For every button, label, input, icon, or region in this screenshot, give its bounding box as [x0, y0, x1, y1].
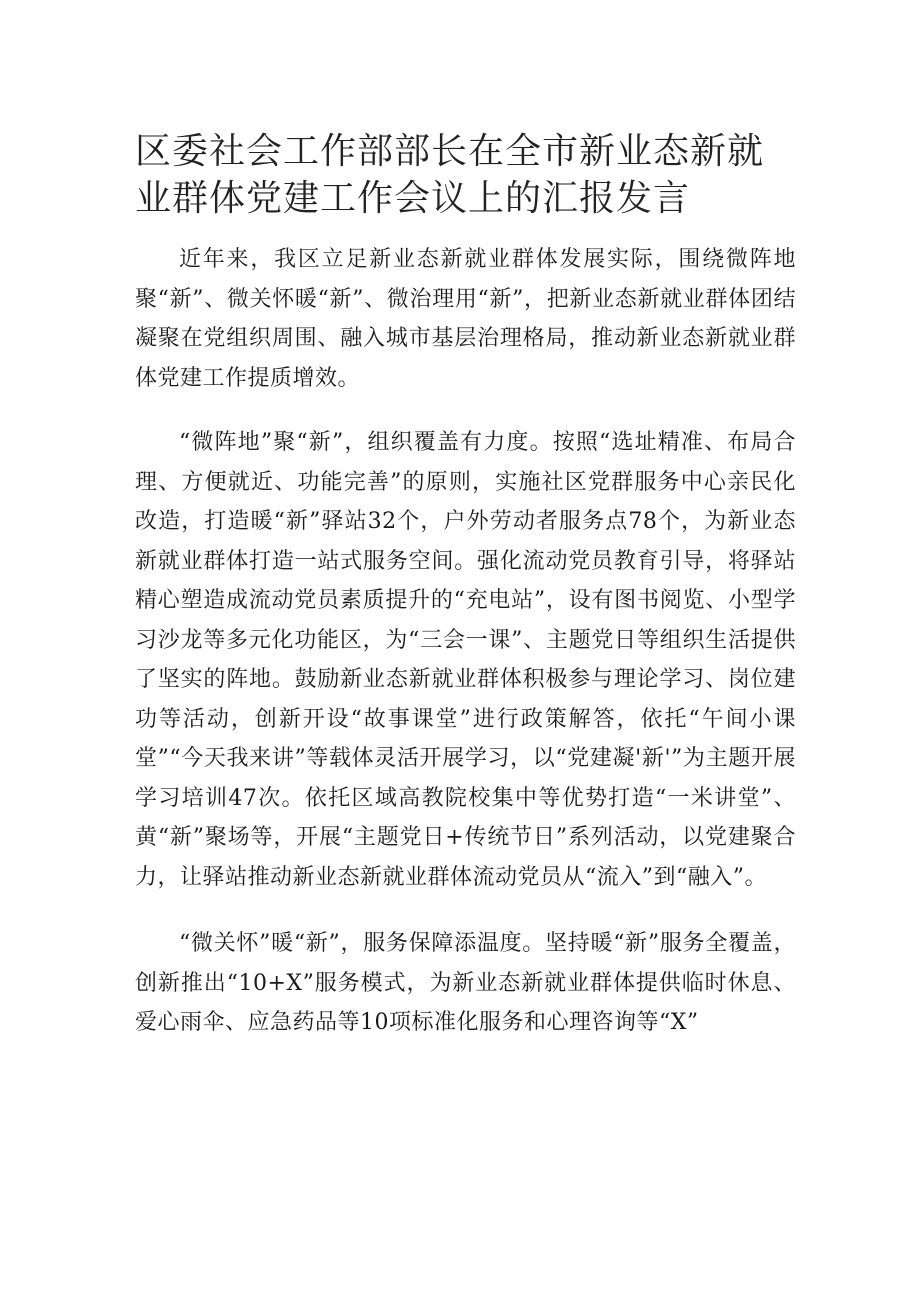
document-title: 区委社会工作部部长在全市新业态新就业群体党建工作会议上的汇报发言 [135, 131, 765, 219]
paragraph-intro: 近年来，我区立足新业态新就业群体发展实际，围绕微阵地聚“新”、微关怀暖“新”、微治理用“新”，把新业态新就业群体团结凝聚在党组织周围、融入城市基层治理格局，推动新业态新就业群体党建工作提质增效。 [135, 247, 796, 391]
paragraph-micro-care: “微关怀”暖“新”，服务保障添温度。坚持暖“新”服务全覆盖，创新推出“10+X”服务模式，为新业态新就业群体提供临时休息、爱心雨伞、应急药品等10项标准化服务和心理咨询等“X” [135, 931, 796, 1035]
paragraph-micro-position: “微阵地”聚“新”，组织覆盖有力度。按照“选址精准、布局合理、方便就近、功能完善”的原则，实施社区党群服务中心亲民化改造，打造暖“新”驿站32个，户外劳动者服务点78个，为新业态新就业群体打造一站式服务空间。强化流动党员教育引导，将驿站精心塑造成流动党员素质提升的“充电站”，设有图书阅览、小型学习沙龙等多元化功能区，为“三会一课”、主题党日等组织生活提供了坚实的阵地。鼓励新业态新就业群体积极参与理论学习、岗位建功等活动，创新开设“故事课堂”进行政策解答，依托“午间小课堂”“今天我来讲”等载体灵活开展学习，以“党建凝'新'”为主题开展学习培训47次。依托区域高教院校集中等优势打造“一米讲堂”、黄“新”聚场等，开展“主题党日+传统节日”系列活动，以党建聚合力，让驿站推动新业态新就业群体流动党员从“流入”到“融入”。 [135, 430, 796, 890]
